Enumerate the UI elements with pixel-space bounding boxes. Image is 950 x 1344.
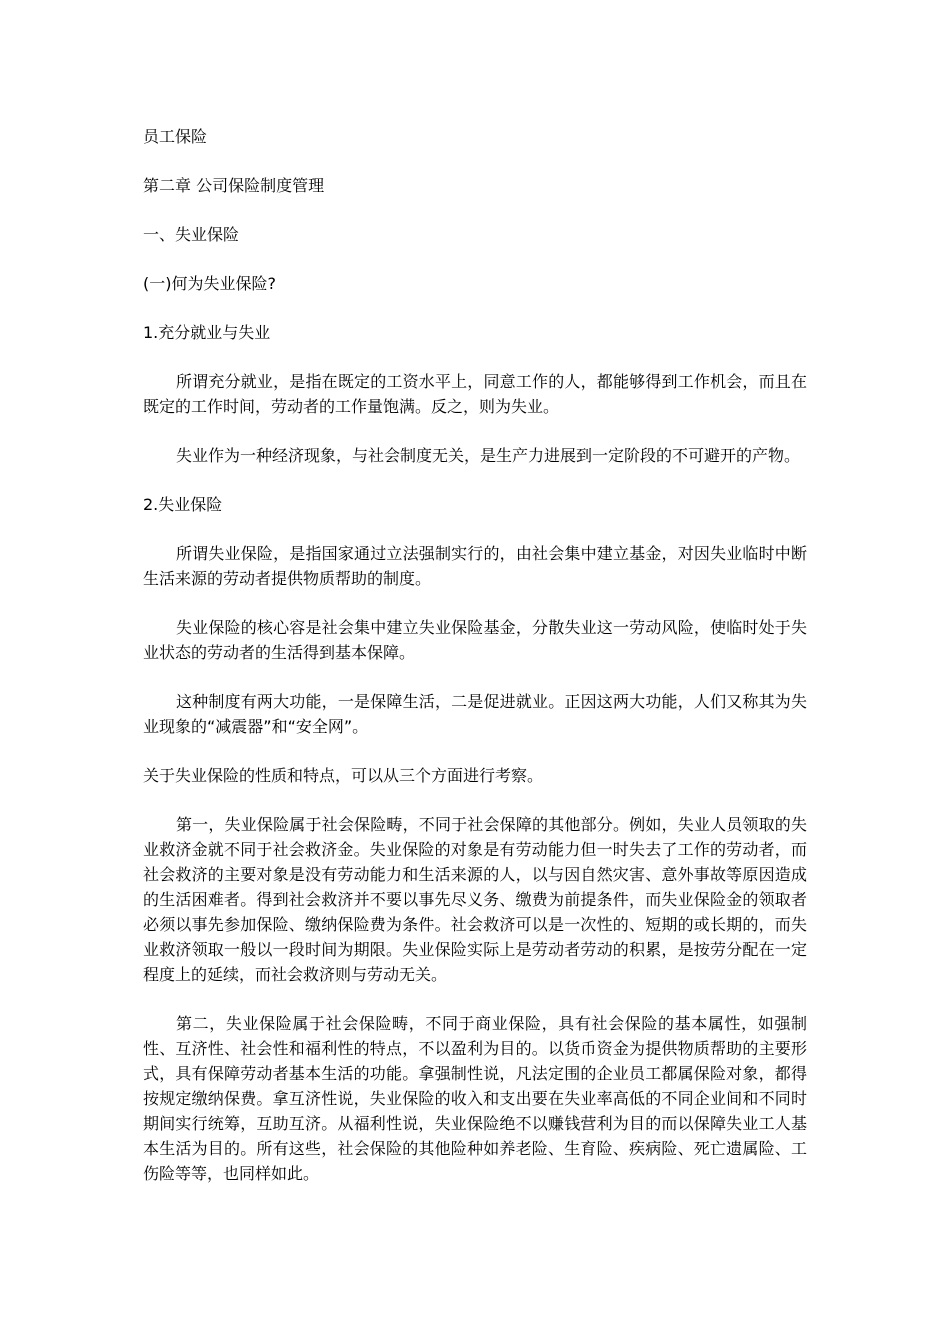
paragraph-insurance-core: 失业保险的核心容是社会集中建立失业保险基金，分散失业这一劳动风险，使临时处于失业状态的劳动者的生活得到基本保障。 <box>143 618 807 662</box>
paragraph-unemployment-phenomenon: 失业作为一种经济现象，与社会制度无关，是生产力进展到一定阶段的不可避开的产物。 <box>176 446 801 465</box>
chapter-heading: 第二章 公司保险制度管理 <box>143 176 325 195</box>
document-page <box>143 124 807 1210</box>
subsection-heading: (一)何为失业保险? <box>143 274 276 293</box>
paragraph-nature-intro: 关于失业保险的性质和特点，可以从三个方面进行考察。 <box>143 766 544 785</box>
paragraph-second-aspect: 第二，失业保险属于社会保险畴，不同于商业保险，具有社会保险的基本属性，如强制性、互济性、社会性和福利性的特点，不以盈利为目的。以货币资金为提供物质帮助的主要形式，具有保障劳动者基本生活的功能。拿强制性说，凡法定围的企业员工都属保险对象，都得按规定缴纳保费。拿互济性说，失业保险的收入和支出要在失业率高低的不同企业间和不同时期间实行统筹，互助互济。从福利性说，失业保险绝不以赚钱营利为目的而以保障失业工人基本生活为目的。所有这些，社会保险的其他险种如养老险、生育险、疾病险、死亡遗属险、工伤险等等，也同样如此。 <box>143 1014 807 1183</box>
paragraph-first-aspect: 第一，失业保险属于社会保险畴，不同于社会保障的其他部分。例如，失业人员领取的失业救济金就不同于社会救济金。失业保险的对象是有劳动能力但一时失去了工作的劳动者，而社会救济的主要对象是没有劳动能力和生活来源的人，以与因自然灾害、意外事故等原因造成的生活困难者。得到社会救济并不要以事先尽义务、缴费为前提条件，而失业保险金的领取者必须以事先参加保险、缴纳保险费为条件。社会救济可以是一次性的、短期的或长期的，而失业救济领取一般以一段时间为期限。失业保险实际上是劳动者劳动的积累，是按劳分配在一定程度上的延续，而社会救济则与劳动无关。 <box>143 815 807 984</box>
item-heading-full-employment: 1.充分就业与失业 <box>143 323 271 342</box>
paragraph-insurance-functions: 这种制度有两大功能，一是保障生活，二是促进就业。正因这两大功能，人们又称其为失业现象的“减震器”和“安全网”。 <box>143 692 807 736</box>
paragraph-insurance-definition: 所谓失业保险，是指国家通过立法强制实行的，由社会集中建立基金，对因失业临时中断生活来源的劳动者提供物质帮助的制度。 <box>143 544 807 588</box>
item-heading-unemployment-insurance: 2.失业保险 <box>143 495 223 514</box>
document-title: 员工保险 <box>143 127 208 146</box>
paragraph-full-employment-definition: 所谓充分就业，是指在既定的工资水平上，同意工作的人，都能够得到工作机会，而且在既定的工作时间，劳动者的工作量饱满。反之，则为失业。 <box>143 372 807 416</box>
section-heading: 一、失业保险 <box>143 225 240 244</box>
